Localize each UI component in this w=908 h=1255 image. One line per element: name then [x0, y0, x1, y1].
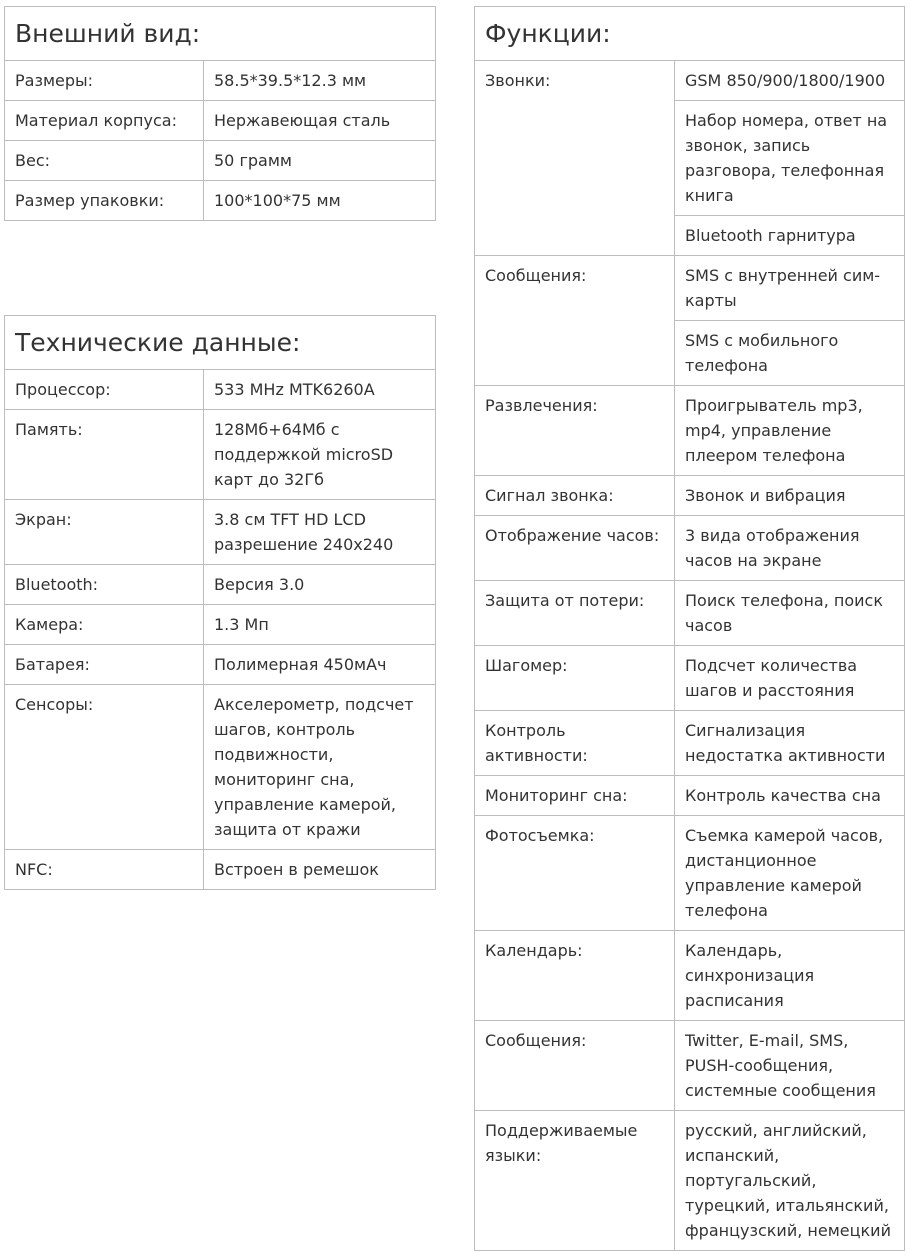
table-row — [5, 500, 436, 565]
row-label: Календарь: — [475, 931, 675, 1021]
row-label: Развлечения: — [475, 386, 675, 476]
table-row — [5, 370, 436, 410]
table-row — [475, 61, 905, 101]
table-row — [5, 101, 436, 141]
row-value: 3.8 см TFT HD LCD разрешение 240x240 — [204, 500, 436, 565]
row-value: GSM 850/900/1800/1900 — [675, 61, 905, 101]
row-value: 128Мб+64Мб с поддержкой microSD карт до 32Гб — [204, 410, 436, 500]
functions-table — [474, 6, 905, 1251]
table-row — [475, 216, 905, 256]
row-label: Экран: — [5, 500, 204, 565]
table-row — [475, 816, 905, 931]
row-value: Контроль качества сна — [675, 776, 905, 816]
row-label: Размеры: — [5, 61, 204, 101]
table-row — [475, 1111, 905, 1251]
row-value: Подсчет количества шагов и расстояния — [675, 646, 905, 711]
row-value: 533 MHz MTK6260A — [204, 370, 436, 410]
table-row — [475, 386, 905, 476]
table-row — [475, 101, 905, 216]
appearance-title: Внешний вид: — [5, 7, 436, 61]
functions-title: Функции: — [475, 7, 905, 61]
row-label: Отображение часов: — [475, 516, 675, 581]
row-value: Полимерная 450мАч — [204, 645, 436, 685]
row-label: Сигнал звонка: — [475, 476, 675, 516]
row-label: Сенсоры: — [5, 685, 204, 850]
table-row — [475, 516, 905, 581]
row-label: Шагомер: — [475, 646, 675, 711]
table-row — [5, 141, 436, 181]
table-row — [5, 565, 436, 605]
row-label: Защита от потери: — [475, 581, 675, 646]
row-label-continuation — [475, 321, 675, 386]
row-value: 58.5*39.5*12.3 мм — [204, 61, 436, 101]
row-value: русский, английский, испанский, португальский, турецкий, итальянский, французский, немецкий — [675, 1111, 905, 1251]
row-value: 3 вида отображения часов на экране — [675, 516, 905, 581]
row-label: Память: — [5, 410, 204, 500]
row-label: Bluetooth: — [5, 565, 204, 605]
appearance-header-row — [5, 7, 436, 61]
row-value: Звонок и вибрация — [675, 476, 905, 516]
table-row — [5, 645, 436, 685]
table-row — [5, 850, 436, 890]
row-label: Фотосъемка: — [475, 816, 675, 931]
row-label: Контроль активности: — [475, 711, 675, 776]
row-value: Набор номера, ответ на звонок, запись разговора, телефонная книга — [675, 101, 905, 216]
table-row — [475, 1021, 905, 1111]
row-label: Сообщения: — [475, 1021, 675, 1111]
row-value: Поиск телефона, поиск часов — [675, 581, 905, 646]
row-value: Версия 3.0 — [204, 565, 436, 605]
functions-header-row — [475, 7, 905, 61]
row-label: Размер упаковки: — [5, 181, 204, 221]
table-row — [5, 605, 436, 645]
table-row — [5, 61, 436, 101]
table-row — [475, 256, 905, 321]
table-row — [475, 321, 905, 386]
appearance-table — [4, 6, 436, 221]
row-label: Вес: — [5, 141, 204, 181]
row-value: 50 грамм — [204, 141, 436, 181]
row-value: Twitter, E-mail, SMS, PUSH-сообщения, системные сообщения — [675, 1021, 905, 1111]
tech-specs-table — [4, 315, 436, 890]
row-label: Процессор: — [5, 370, 204, 410]
row-label: Камера: — [5, 605, 204, 645]
table-row — [475, 476, 905, 516]
row-value: SMS с внутренней сим-карты — [675, 256, 905, 321]
row-value: 1.3 Мп — [204, 605, 436, 645]
row-value: Проигрыватель mp3, mp4, управление плеером телефона — [675, 386, 905, 476]
table-row — [5, 410, 436, 500]
row-label: Сообщения: — [475, 256, 675, 321]
row-value: Встроен в ремешок — [204, 850, 436, 890]
tech-title: Технические данные: — [5, 316, 436, 370]
table-row — [475, 776, 905, 816]
row-value: Нержавеющая сталь — [204, 101, 436, 141]
row-value: Bluetooth гарнитура — [675, 216, 905, 256]
table-row — [475, 711, 905, 776]
row-label: NFC: — [5, 850, 204, 890]
row-value: SMS с мобильного телефона — [675, 321, 905, 386]
table-row — [475, 646, 905, 711]
row-label-continuation — [475, 216, 675, 256]
row-value: Акселерометр, подсчет шагов, контроль подвижности, мониторинг сна, управление камерой, защита от кражи — [204, 685, 436, 850]
row-value: Сигнализация недостатка активности — [675, 711, 905, 776]
row-label: Мониторинг сна: — [475, 776, 675, 816]
row-label: Материал корпуса: — [5, 101, 204, 141]
table-row — [5, 685, 436, 850]
row-value: Календарь, синхронизация расписания — [675, 931, 905, 1021]
row-label: Батарея: — [5, 645, 204, 685]
row-label: Поддерживаемые языки: — [475, 1111, 675, 1251]
row-value: Съемка камерой часов, дистанционное управление камерой телефона — [675, 816, 905, 931]
table-row — [475, 931, 905, 1021]
row-label: Звонки: — [475, 61, 675, 101]
table-row — [475, 581, 905, 646]
tech-header-row — [5, 316, 436, 370]
row-label-continuation — [475, 101, 675, 216]
row-value: 100*100*75 мм — [204, 181, 436, 221]
table-row — [5, 181, 436, 221]
